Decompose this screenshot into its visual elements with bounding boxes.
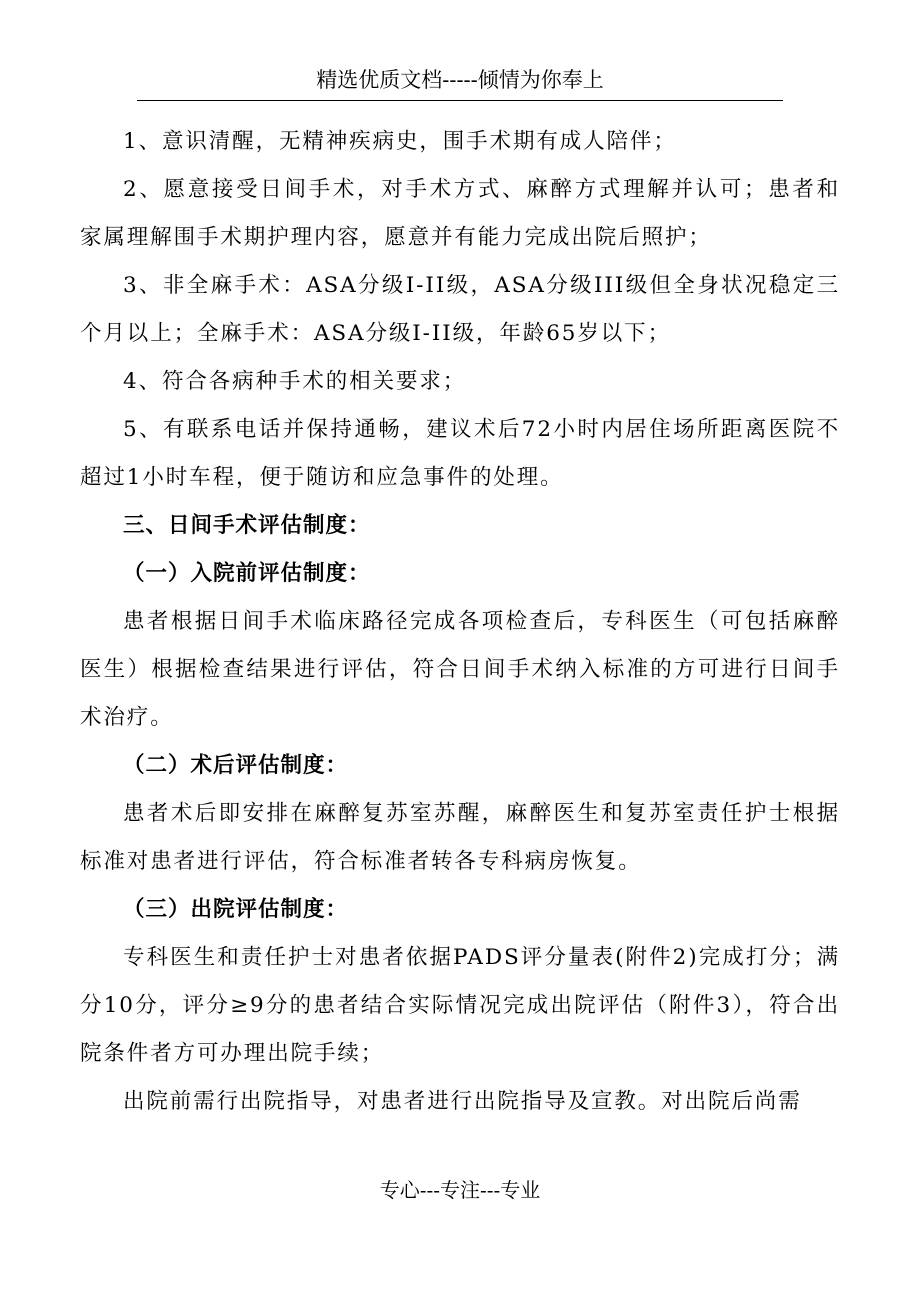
document-body [80,118,840,1126]
subsection-heading-discharge: （三）出院评估制度： [123,897,349,922]
discharge-paragraph: 专科医生和责任护士对患者依据PADS评分量表(附件2)完成打分；满分10分，评分≥9分的患者结合实际情况完成出院评估（附件3），符合出院条件者方可办理出院手续； [80,945,840,1066]
criterion-5: 5、有联系电话并保持通畅，建议术后72小时内居住场所距离医院不超过1小时车程，便于随访和应急事件的处理。 [80,417,840,490]
section-heading-3: 三、日间手术评估制度： [123,513,371,538]
subsection-heading-postop: （二）术后评估制度： [123,753,349,778]
subsection-heading-preadmission: （一）入院前评估制度： [123,561,371,586]
criterion-4: 4、符合各病种手术的相关要求； [123,369,467,394]
criterion-1: 1、意识清醒，无精神疾病史，围手术期有成人陪伴； [123,129,677,154]
page-footer: 专心---专注---专业 [379,1178,541,1202]
postop-paragraph: 患者术后即安排在麻醉复苏室苏醒，麻醉医生和复苏室责任护士根据标准对患者进行评估，符合标准者转各专科病房恢复。 [80,801,840,874]
page-header: 精选优质文档-----倾情为你奉上 [316,68,604,92]
criterion-2: 2、愿意接受日间手术，对手术方式、麻醉方式理解并认可；患者和家属理解围手术期护理内容，愿意并有能力完成出院后照护； [80,177,840,250]
criterion-3: 3、非全麻手术：ASA分级I-II级，ASA分级III级但全身状况稳定三个月以上；全麻手术：ASA分级I-II级，年龄65岁以下； [80,273,840,346]
preadmission-paragraph: 患者根据日间手术临床路径完成各项检查后，专科医生（可包括麻醉医生）根据检查结果进行评估，符合日间手术纳入标准的方可进行日间手术治疗。 [80,609,840,730]
discharge-guidance-paragraph: 出院前需行出院指导，对患者进行出院指导及宣教。对出院后尚需 [123,1089,802,1114]
header-divider [137,100,783,101]
